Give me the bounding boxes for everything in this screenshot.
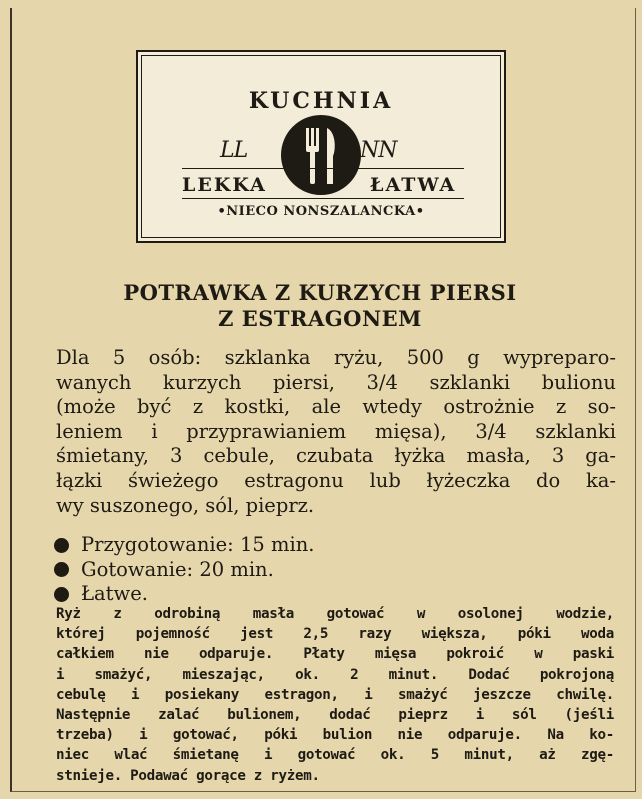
info-item-label: Łatwe.	[81, 582, 148, 605]
column-header-box	[136, 50, 506, 243]
ingredients-line: leniem i przyprawianiem mięsa), 3/4 szklanki	[56, 419, 616, 443]
ingredients-line: łązki świeżego estragonu lub łyżeczka do ka-	[56, 468, 616, 492]
info-item-cook-time	[54, 558, 454, 583]
ingredients-line: (może być z kostki, ale wtedy ostrożnie z so-	[56, 395, 616, 419]
logo-initials-left: LL	[220, 138, 248, 163]
ingredients-paragraph	[56, 346, 616, 518]
method-line: cebulę i posiekany estragon, i smażyć jeszcze chwilę.	[56, 686, 614, 703]
method-line: stnieje. Podawać gorące z ryżem.	[56, 767, 320, 784]
header-rule-bottom	[182, 198, 464, 199]
recipe-title-line-2: Z ESTRAGONEM	[218, 306, 422, 331]
bullet-dot-icon	[54, 562, 69, 577]
info-item-difficulty	[54, 582, 454, 607]
ingredients-line: wanych kurzych piersi, 3/4 szklanki bulionu	[56, 370, 616, 394]
method-line: trzeba) i gotować, póki bulion nie odparuje. Na ko-	[56, 727, 614, 744]
info-item-label: Gotowanie: 20 min.	[81, 557, 274, 581]
method-line: Następnie zalać bulionem, dodać pieprz i sól (jeśli	[56, 707, 614, 724]
fork-knife-logo-icon	[280, 114, 362, 196]
method-paragraph	[56, 604, 614, 786]
info-item-prep-time	[54, 533, 454, 558]
header-word-left: LEKKA	[182, 174, 267, 196]
method-line: Ryż z odrobiną masła gotować w osolonej wodzie,	[56, 606, 614, 622]
header-rule-top	[182, 168, 464, 169]
header-word-right: ŁATWA	[370, 174, 457, 196]
column-title: KUCHNIA	[248, 88, 394, 114]
bullet-dot-icon	[54, 587, 69, 602]
ingredients-line: śmietany, 3 cebule, czubata łyżka masła, 3 ga-	[56, 444, 616, 468]
ingredients-line: wy suszonego, sól, pieprz.	[56, 493, 315, 517]
method-line: niec wlać śmietanę i gotować ok. 5 minut, aż zgę-	[56, 747, 614, 764]
method-line: której pojemność jest 2,5 razy większa, póki woda	[56, 626, 614, 643]
method-line: całkiem nie odparuje. Płaty mięsa pokroić w paski	[56, 646, 614, 663]
info-item-label: Przygotowanie: 15 min.	[81, 533, 315, 556]
bullet-dot-icon	[54, 538, 69, 553]
header-subtitle: •NIECO NONSZALANCKA•	[217, 204, 425, 219]
method-line: i smażyć, mieszając, ok. 2 minut. Dodać pokrojoną	[56, 666, 614, 683]
column-header-inner	[141, 55, 501, 238]
recipe-info-list	[54, 533, 454, 607]
recipe-title-line-1: POTRAWKA Z KURZYCH PIERSI	[123, 280, 517, 305]
ingredients-line: Dla 5 osób: szklanka ryżu, 500 g wypreparo-	[56, 346, 616, 369]
logo-initials-right: NN	[360, 138, 397, 163]
